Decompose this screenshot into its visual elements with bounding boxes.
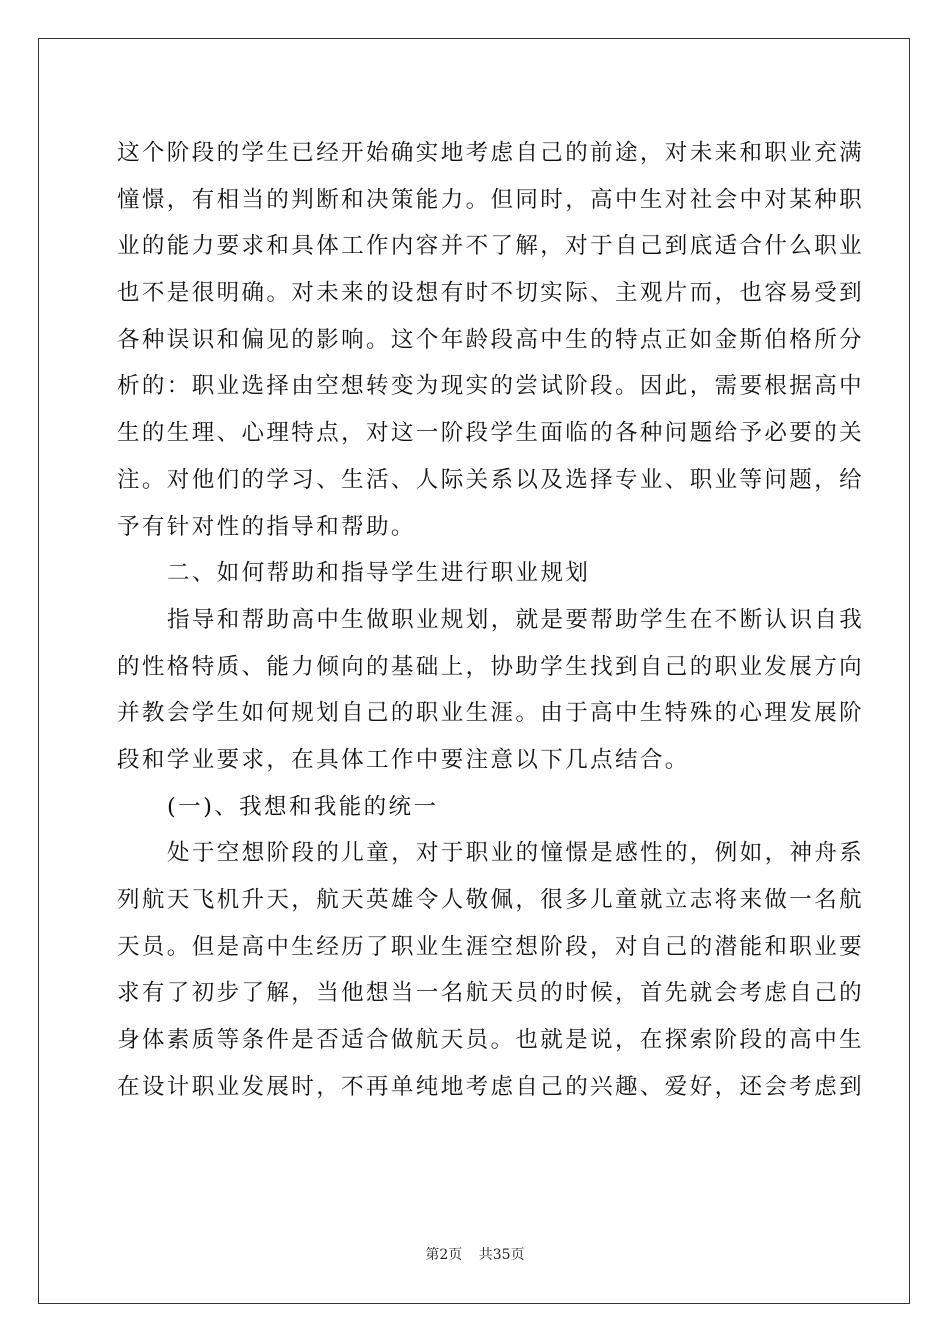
text-line: 注。对他们的学习、生活、人际关系以及选择专业、职业等问题，给 <box>117 466 865 493</box>
text-line: 憧憬，有相当的判断和决策能力。但同时，高中生对社会中对某种职 <box>117 186 865 213</box>
text-line: 身体素质等条件是否适合做航天员。也就是说，在探索阶段的高中生 <box>117 1027 865 1054</box>
page-total: 共35页 <box>478 1247 525 1263</box>
text-line: 段和学业要求，在具体工作中要注意以下几点结合。 <box>117 746 690 773</box>
text-line: 这个阶段的学生已经开始确实地考虑自己的前途，对未来和职业充满 <box>117 140 865 166</box>
subsection-heading: (一)、我想和我能的统一 <box>167 793 439 820</box>
section-heading: 二、如何帮助和指导学生进行职业规划 <box>167 560 591 587</box>
text-line: 天员。但是高中生经历了职业生涯空想阶段，对自己的潜能和职业要 <box>117 933 865 960</box>
text-line: 予有针对性的指导和帮助。 <box>117 513 416 540</box>
page-footer <box>0 1244 950 1264</box>
document-body <box>117 130 865 1110</box>
text-line: 在设计职业发展时，不再单纯地考虑自己的兴趣、爱好，还会考虑到 <box>117 1073 865 1100</box>
text-line: 并教会学生如何规划自己的职业生涯。由于高中生特殊的心理发展阶 <box>117 700 865 727</box>
text-line: 生的生理、心理特点，对这一阶段学生面临的各种问题给予必要的关 <box>117 420 865 447</box>
text-line: 各种误识和偏见的影响。这个年龄段高中生的特点正如金斯伯格所分 <box>117 326 865 353</box>
text-line: 列航天飞机升天，航天英雄令人敬佩，很多儿童就立志将来做一名航 <box>117 887 865 913</box>
text-line: 处于空想阶段的儿童，对于职业的憧憬是感性的，例如，神舟系 <box>167 840 865 867</box>
page-number: 第2页 <box>425 1247 463 1263</box>
text-line: 业的能力要求和具体工作内容并不了解，对于自己到底适合什么职业 <box>117 233 865 260</box>
text-line: 的性格特质、能力倾向的基础上，协助学生找到自己的职业发展方向 <box>117 653 865 680</box>
text-line: 指导和帮助高中生做职业规划，就是要帮助学生在不断认识自我 <box>167 606 865 633</box>
text-line: 析的：职业选择由空想转变为现实的尝试阶段。因此，需要根据高中 <box>117 373 865 400</box>
text-line: 也不是很明确。对未来的设想有时不切实际、主观片而，也容易受到 <box>117 280 865 307</box>
text-line: 求有了初步了解，当他想当一名航天员的时候，首先就会考虑自己的 <box>117 980 865 1007</box>
